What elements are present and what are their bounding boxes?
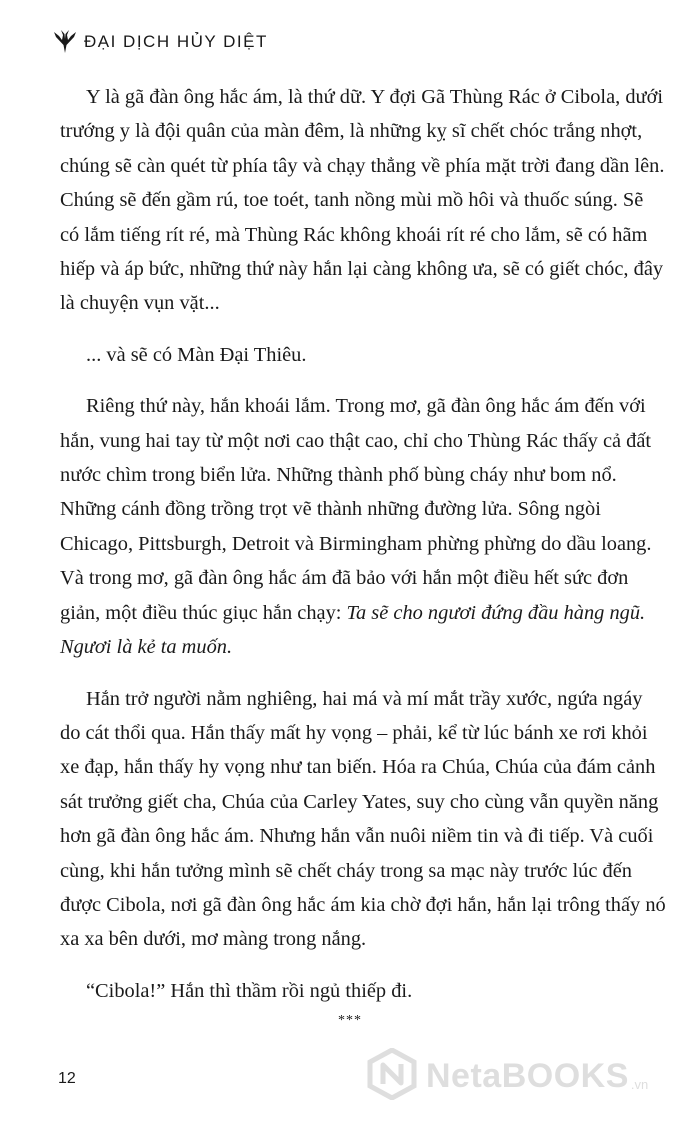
running-header <box>52 22 268 62</box>
paragraph: Hắn trở người nằm nghiêng, hai má và mí mắt trầy xước, ngứa ngáy do cát thổi qua. Hắn thấy mất hy vọng – phải, kể từ lúc bánh xe rơi khỏi xe đạp, hắn thấy hy vọng như tan biến. Hóa ra Chúa, Chúa của đám cảnh sát trưởng giết cha, Chúa của Carley Yates, suy cho cùng vẫn quyền năng hơn gã đàn ông hắc ám. Nhưng hắn vẫn nuôi niềm tin và đi tiếp. Và cuối cùng, khi hắn tưởng mình sẽ chết cháy trong sa mạc này trước lúc đến được Cibola, nơi gã đàn ông hắc ám kia chờ đợi hắn, hắn lại trông thấy nó xa xa bên dưới, mơ màng trong nắng. <box>60 687 666 951</box>
section-separator: *** <box>338 1013 362 1028</box>
book-title: ĐẠI DỊCH HỦY DIỆT <box>84 32 268 51</box>
watermark-brand: NetaBOOKS <box>426 1056 629 1095</box>
italic-quote: Ta sẽ cho ngươi đứng đầu hàng ngũ. Ngươi là kẻ ta muốn. <box>60 601 646 659</box>
paragraph <box>60 389 666 664</box>
netabooks-logo-icon <box>366 1048 418 1105</box>
watermark-suffix: .vn <box>630 1077 649 1092</box>
paragraph: “Cibola!” Hắn thì thầm rồi ngủ thiếp đi. <box>86 979 413 1002</box>
paragraph-text: Riêng thứ này, hắn khoái lắm. Trong mơ, gã đàn ông hắc ám đến với hắn, vung hai tay từ một nơi cao thật cao, chỉ cho Thùng Rác thấy cả đất nước chìm trong biển lửa. Những thành phố bùng cháy như bom nổ. Những cánh đồng trồng trọt vẽ thành những đường lửa. Sông ngòi Chicago, Pittsburgh, Detroit và Birmingham phừng phừng do dầu loang. Và trong mơ, gã đàn ông hắc ám đã bảo với hắn một điều hết sức đơn giản, một điều thúc giục hắn chạy: <box>60 395 652 624</box>
bird-icon <box>52 29 78 55</box>
page-body <box>60 80 666 1025</box>
page-number: 12 <box>58 1070 76 1087</box>
paragraph: ... và sẽ có Màn Đại Thiêu. <box>86 343 307 366</box>
watermark <box>366 1048 648 1104</box>
paragraph: Y là gã đàn ông hắc ám, là thứ dữ. Y đợi Gã Thùng Rác ở Cibola, dưới trướng y là đội quân của màn đêm, là những kỵ sĩ chết chóc trắng nhợt, chúng sẽ càn quét từ phía tây và chạy thẳng về phía mặt trời đang dần lên. Chúng sẽ đến gầm rú, toe toét, tanh nồng mùi mồ hôi và thuốc súng. Sẽ có lắm tiếng rít ré, mà Thùng Rác không khoái rít ré cho lắm, sẽ có hãm hiếp và áp bức, những thứ này hắn lại càng không ưa, sẽ có giết chóc, đây là chuyện vụn vặt... <box>60 86 665 315</box>
